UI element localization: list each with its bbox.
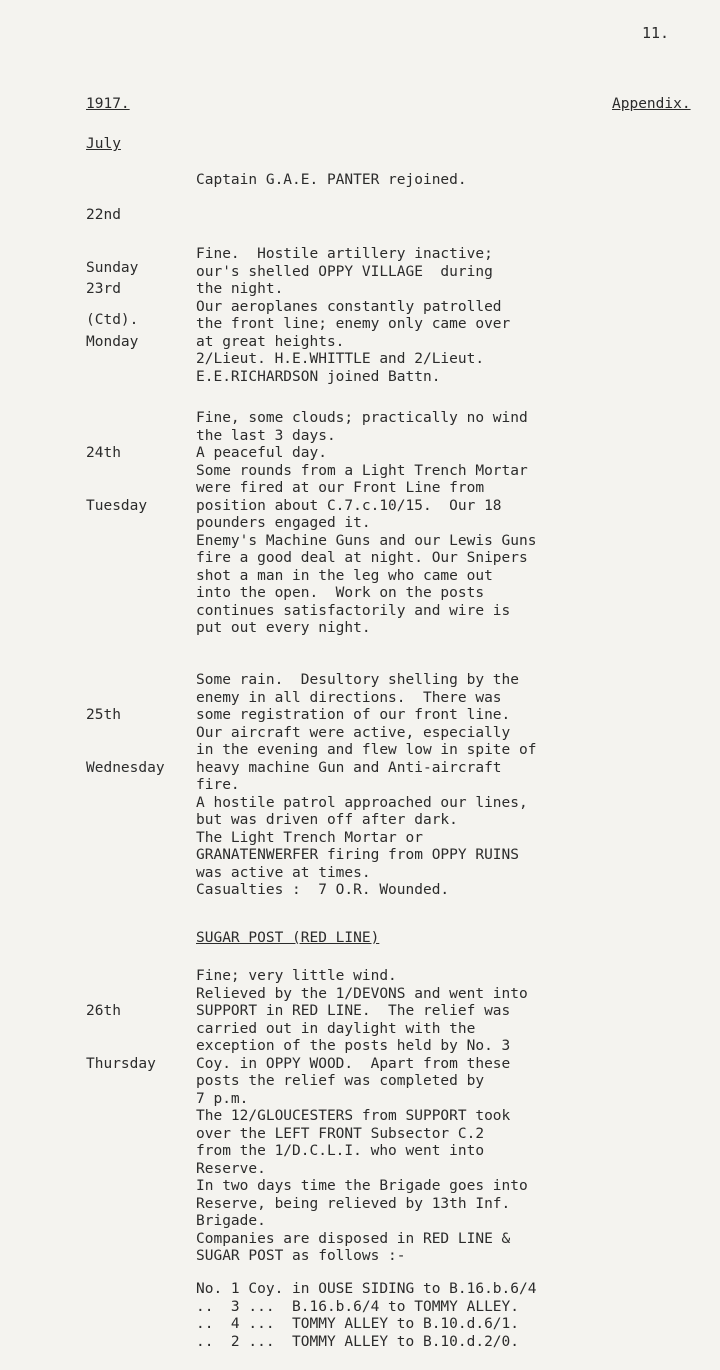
date-line: Sunday xyxy=(86,259,139,276)
entry-line: from the 1/D.C.L.I. who went into xyxy=(196,1143,485,1159)
entry-text xyxy=(196,672,720,900)
entry-line: continues satisfactorily and wire is xyxy=(196,602,511,619)
date-line: Thursday xyxy=(86,1055,156,1072)
entry-date xyxy=(86,968,192,1108)
entry-line: was active at times. xyxy=(196,864,371,881)
date-line: 26th xyxy=(86,1003,121,1019)
entry-line: Some rain. Desultory shelling by the xyxy=(196,672,520,688)
entry-line: the last 3 days. xyxy=(196,427,336,444)
disposition-row: .. 2 ... TOMMY ALLEY to B.10.d.2/0. xyxy=(196,1333,520,1350)
entry-line: Captain G.A.E. PANTER rejoined. xyxy=(196,172,467,188)
entry-line: at great heights. xyxy=(196,333,345,350)
entry-line: fire a good deal at night. Our Snipers xyxy=(196,550,528,566)
entry-line: Brigade. xyxy=(196,1213,266,1229)
year-heading: 1917. xyxy=(86,96,130,112)
entry-line: GRANATENWERFER firing from OPPY RUINS xyxy=(196,847,520,863)
entry-line: Companies are disposed in RED LINE & xyxy=(196,1230,511,1247)
entry-line: A peaceful day. xyxy=(196,445,327,461)
entry-line: SUPPORT in RED LINE. The relief was xyxy=(196,1003,511,1019)
company-dispositions xyxy=(196,1281,536,1351)
date-line: Tuesday xyxy=(86,497,148,514)
entry-line: but was driven off after dark. xyxy=(196,812,458,828)
entry-line: Casualties : 7 O.R. Wounded. xyxy=(196,882,450,898)
entry-date xyxy=(86,246,192,386)
entry-text xyxy=(196,410,720,638)
entry-line: into the open. Work on the posts xyxy=(196,585,485,601)
entry-line: heavy machine Gun and Anti-aircraft xyxy=(196,759,502,776)
date-line: 24th xyxy=(86,445,121,461)
entry-line: Relieved by the 1/DEVONS and went into xyxy=(196,985,528,1002)
entry-line: in the evening and flew low in spite of xyxy=(196,742,537,758)
entry-line: In two days time the Brigade goes into xyxy=(196,1178,528,1194)
entry-line: some registration of our front line. xyxy=(196,707,511,723)
entry-line: shot a man in the leg who came out xyxy=(196,567,493,584)
date-line: 25th xyxy=(86,707,121,723)
entry-line: A hostile patrol approached our lines, xyxy=(196,794,528,811)
entry-line: The Light Trench Mortar or xyxy=(196,829,423,846)
entry-line: 2/Lieut. H.E.WHITTLE and 2/Lieut. xyxy=(196,351,485,367)
entry-date xyxy=(86,672,192,812)
entry-line: over the LEFT FRONT Subsector C.2 xyxy=(196,1125,485,1142)
date-line: 23rd xyxy=(86,281,121,297)
entry-line: the night. xyxy=(196,281,284,297)
entry-line: put out every night. xyxy=(196,620,371,636)
entry-line: Reserve. xyxy=(196,1160,266,1177)
entry-line: Our aircraft were active, especially xyxy=(196,724,511,741)
entry-line: pounders engaged it. xyxy=(196,515,371,531)
entry-line: Some rounds from a Light Trench Mortar xyxy=(196,462,528,479)
entry-line: carried out in daylight with the xyxy=(196,1020,476,1037)
date-line: Monday xyxy=(86,333,139,350)
disposition-row: No. 1 Coy. in OUSE SIDING to B.16.b.6/4 xyxy=(196,1281,537,1297)
disposition-row: .. 3 ... B.16.b.6/4 to TOMMY ALLEY. xyxy=(196,1298,520,1315)
page-number: 11. xyxy=(642,24,670,42)
entry-line: 7 p.m. xyxy=(196,1090,249,1107)
entry-line: were fired at our Front Line from xyxy=(196,480,485,496)
month-heading: July xyxy=(86,136,121,152)
entry-line: enemy in all directions. There was xyxy=(196,689,502,706)
date-line: Wednesday xyxy=(86,759,165,776)
entry-line: E.E.RICHARDSON joined Battn. xyxy=(196,368,441,385)
entry-line: Reserve, being relieved by 13th Inf. xyxy=(196,1195,511,1212)
entry-line: Fine, some clouds; practically no wind xyxy=(196,410,528,426)
entry-line: Coy. in OPPY WOOD. Apart from these xyxy=(196,1055,511,1072)
entry-line: posts the relief was completed by xyxy=(196,1073,485,1089)
date-line: (Ctd). xyxy=(86,312,139,328)
entry-line: exception of the posts held by No. 3 xyxy=(196,1038,511,1054)
entry-line: Fine. Hostile artillery inactive; xyxy=(196,246,493,262)
entry-line: our's shelled OPPY VILLAGE during xyxy=(196,263,493,280)
entry-line: Enemy's Machine Guns and our Lewis Guns xyxy=(196,532,537,549)
entry-line: Our aeroplanes constantly patrolled xyxy=(196,298,502,315)
disposition-row: .. 4 ... TOMMY ALLEY to B.10.d.6/1. xyxy=(196,1316,520,1332)
entry-text xyxy=(196,968,720,1266)
entry-line: SUGAR POST as follows :- xyxy=(196,1248,406,1264)
section-heading: SUGAR POST (RED LINE) xyxy=(196,930,380,946)
entry-line: fire. xyxy=(196,777,240,793)
appendix-heading: Appendix. xyxy=(612,96,691,112)
date-line: 22nd xyxy=(86,207,121,223)
entry-text xyxy=(196,246,720,386)
entry-date xyxy=(86,410,192,550)
entry-line: the front line; enemy only came over xyxy=(196,316,511,332)
entry-line: The 12/GLOUCESTERS from SUPPORT took xyxy=(196,1108,511,1124)
entry-text xyxy=(196,172,720,190)
entry-line: Fine; very little wind. xyxy=(196,968,397,984)
entry-line: position about C.7.c.10/15. Our 18 xyxy=(196,497,502,514)
